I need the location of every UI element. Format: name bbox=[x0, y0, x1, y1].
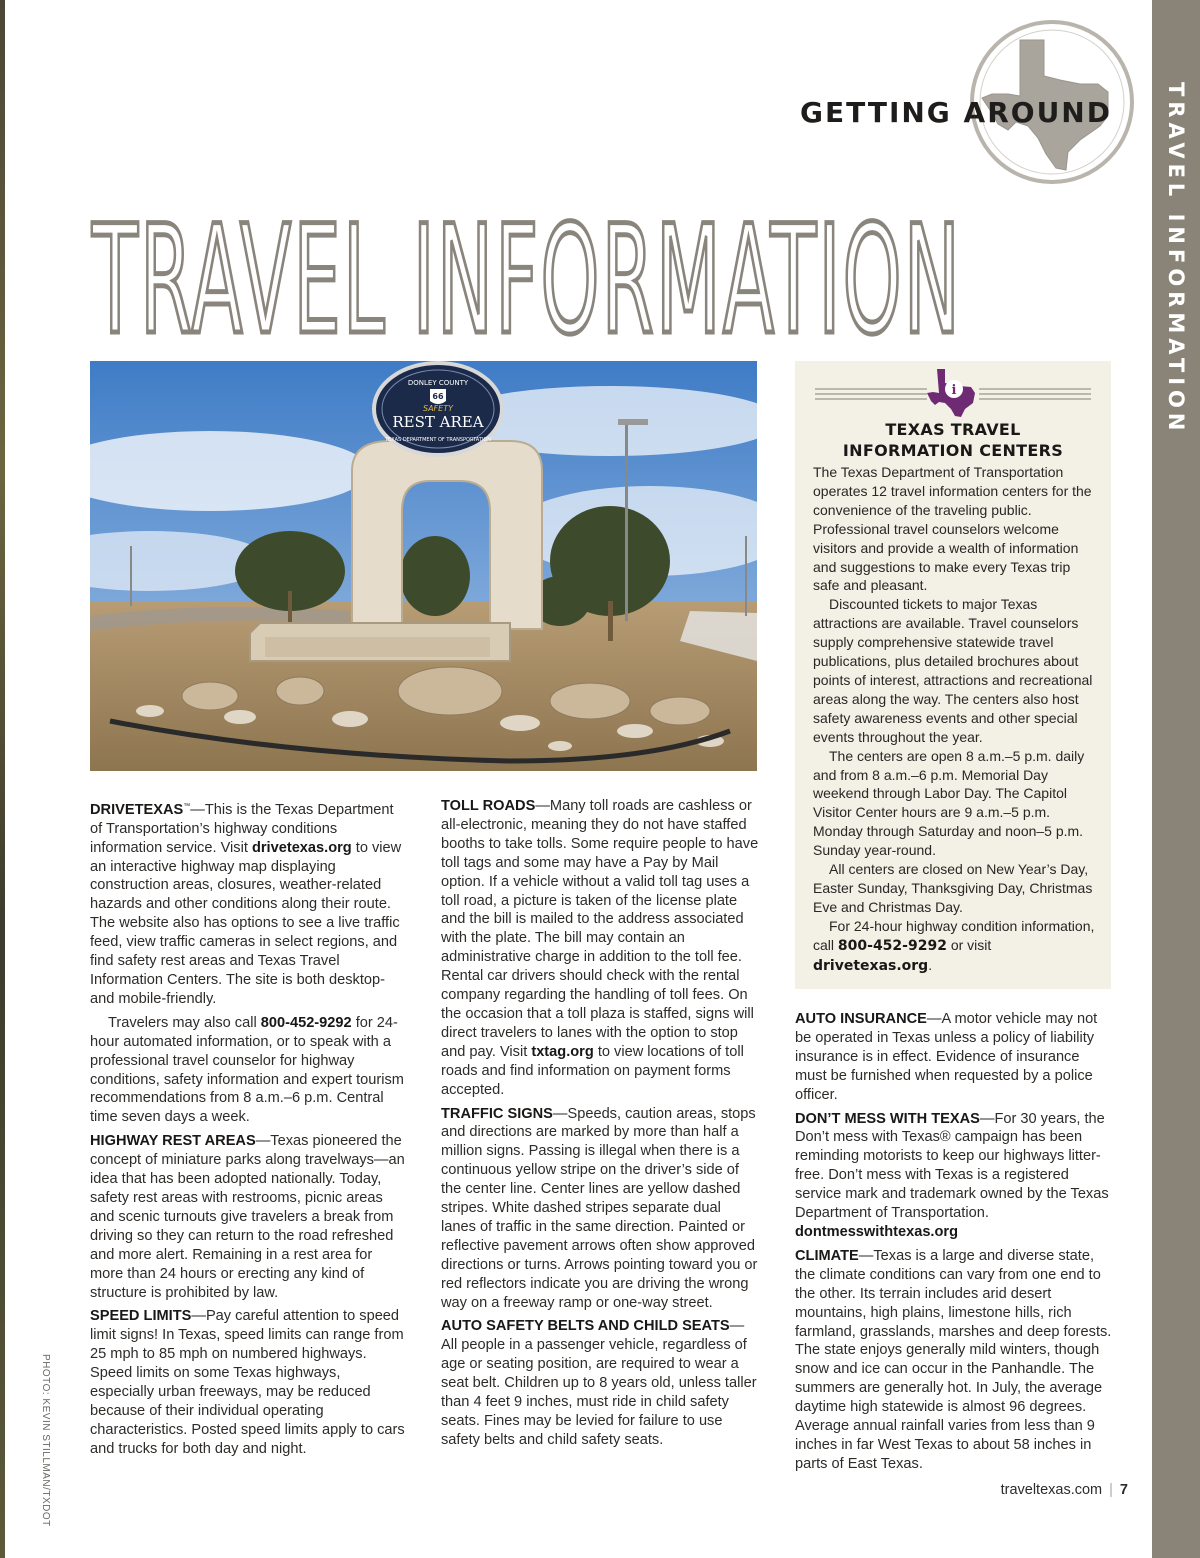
traffic-signs-text: —Speeds, caution areas, stops and directions are marked by more than half a million signs. Passing is illegal when there is a continuous yellow stripe on the driver’s side of the center line. Center lines are yellow dashed stripes. White dashed stripes separate dual lanes of traffic in the same direction. Painted or reflective pavement arrows often show approved directions or turns. Arrows pointing toward you or red reflectors indicate you are driving the wrong way on a freeway ramp or one-way street. bbox=[441, 1105, 758, 1311]
sidebar-contact-text: For 24-hour highway condition information, call bbox=[813, 917, 1095, 953]
toll-roads-heading: TOLL ROADS bbox=[441, 798, 536, 814]
drivetexas-paragraph bbox=[90, 798, 408, 1009]
sidebar-paragraph: All centers are closed on New Year’s Day, Easter Sunday, Thanksgiving Day, Christmas Eve and Christmas Day. bbox=[813, 861, 1093, 915]
toll-roads-text-2: to view locations of toll roads and find information on payment forms accepted. bbox=[441, 1043, 744, 1098]
page-footer bbox=[1001, 1482, 1128, 1498]
svg-text:i: i bbox=[951, 383, 957, 398]
auto-insurance-heading: AUTO INSURANCE bbox=[795, 1011, 927, 1027]
rest-areas-text: —Texas pioneered the concept of miniature parks along travelways—an idea that has been adopted nationally. Today, safety rest areas with restrooms, picnic areas and scenic turnouts give travelers a break from driving so they can return to the road refreshed and more alert. Remaining in a rest area for more than 24 hours or erecting any kind of structure is prohibited by law. bbox=[90, 1133, 405, 1301]
call-paragraph bbox=[90, 1014, 408, 1127]
trademark-mark: ™ bbox=[183, 803, 191, 810]
dontmesswithtexas-link[interactable]: dontmesswithtexas.org bbox=[795, 1223, 958, 1240]
dont-mess-heading: DON’T MESS WITH TEXAS bbox=[795, 1110, 980, 1127]
call-text-2: for 24-hour automated information, or to speak with a professional travel counselor for highway conditions, safety information and expert tourism recommendations from 8 a.m.–6 p.m. Central time seven days a week. bbox=[90, 1014, 404, 1126]
section-label: GETTING AROUND bbox=[800, 96, 1112, 129]
footer-site[interactable]: traveltexas.com bbox=[1000, 1482, 1103, 1498]
dont-mess-text: —For 30 years, the Don’t mess with Texas® campaign has been reminding motorists to keep our highways litter-free. Don’t mess with Texas is a registered service mark and trademark owned by the Texas Department of Transportation. bbox=[795, 1110, 1109, 1222]
side-band bbox=[1152, 0, 1200, 1558]
call-text: Travelers may also call bbox=[108, 1014, 261, 1031]
drivetexas-heading: DRIVETEXAS bbox=[90, 801, 184, 818]
sign-safety-text: SAFETY bbox=[423, 404, 453, 413]
drivetexas-text: —This is the Texas Department of Transportation’s highway conditions information service. Visit bbox=[90, 801, 394, 856]
rest-areas-paragraph bbox=[90, 1132, 408, 1302]
txtag-link[interactable]: txtag.org bbox=[531, 1043, 594, 1060]
sidebar-contact-paragraph bbox=[813, 917, 1097, 976]
footer-separator: | bbox=[1109, 1482, 1113, 1498]
sidebar-phone-number[interactable]: 800-452-9292 bbox=[837, 937, 947, 954]
speed-limits-heading: SPEED LIMITS bbox=[90, 1308, 192, 1325]
column-right bbox=[795, 1010, 1113, 1479]
drivetexas-text-2: to view an interactive highway map displaying construction areas, closures, weather-related hazards and other conditions along their route. The website also has options to see a live traffic feed, view traffic cameras in select regions, and find safety rest areas and Texas Travel Information Centers. The site is both desktop- and mobile-friendly. bbox=[90, 839, 402, 1007]
sign-route-text: 66 bbox=[432, 392, 444, 401]
safety-belts-text: —All people in a passenger vehicle, regardless of age or seating position, are required to wear a seat belt. Children up to 8 years old, unless taller than 4 feet 9 inches, must ride in child safety seats. Fines may be levied for failure to use safety belts and child safety seats. bbox=[441, 1318, 757, 1448]
left-edge-strip bbox=[0, 0, 5, 1558]
side-band-label: TRAVEL INFORMATION bbox=[1164, 82, 1188, 436]
page-number: 7 bbox=[1119, 1482, 1128, 1498]
toll-roads-text: —Many toll roads are cashless or all-electronic, meaning they do not have staffed booths to take tolls. Some require people to have toll tags and some may have a Pay by Mail option. If a vehicle without a valid toll tag uses a toll road, a picture is taken of the license plate and the bill is mailed to the address associated with the plate. The bill may contain an administrative charge in addition to the toll fee. Rental car drivers should check with the rental company regarding the handling of toll fees. On the occasion that a toll plaza is staffed, signs will direct travelers to lanes with the option to stop and pay. Visit bbox=[441, 798, 759, 1060]
traffic-signs-paragraph bbox=[441, 1105, 759, 1313]
safety-belts-paragraph bbox=[441, 1317, 759, 1449]
dont-mess-paragraph bbox=[795, 1110, 1113, 1242]
speed-limits-text: —Pay careful attention to speed limit signs! In Texas, speed limits can range from 25 mph to 85 mph on numbered highways. Speed limits on some Texas highways, especially urban freeways, may be reduced because of their individual operating characteristics. Posted speed limits apply to cars and trucks for both day and night. bbox=[90, 1308, 405, 1457]
sign-rest-area-text: REST AREA bbox=[392, 413, 484, 431]
sidebar-paragraph: The centers are open 8 a.m.–5 p.m. daily and from 8 a.m.–6 p.m. Memorial Day weekend through Labor Day. The Capitol Visitor Center hours are 9 a.m.–5 p.m. Monday through Saturday and noon–5 p.m. Sunday year-round. bbox=[813, 747, 1085, 859]
safety-belts-heading: AUTO SAFETY BELTS AND CHILD SEATS bbox=[441, 1318, 730, 1335]
texas-info-icon bbox=[815, 367, 1091, 419]
phone-number[interactable]: 800-452-9292 bbox=[260, 1014, 352, 1031]
sidebar-paragraph: The Texas Department of Transportation operates 12 travel information centers for the convenience of the traveling public. Professional travel counselors welcome visitors and provide a wealth of information and suggestions to make every Texas trip safe and pleasant. bbox=[813, 464, 1092, 594]
sidebar-contact-text-3: . bbox=[928, 956, 933, 973]
column-left bbox=[90, 798, 408, 1464]
sidebar-drivetexas-link[interactable]: drivetexas.org bbox=[813, 957, 929, 974]
sidebar-paragraph: Discounted tickets to major Texas attractions are available. Travel counselors supply comprehensive statewide travel publications, plus detailed brochures about points of interest, attractions and recreational areas along the way. The centers also host safety awareness events and other special events throughout the year. bbox=[813, 596, 1093, 745]
info-centers-sidebar bbox=[795, 361, 1111, 989]
drivetexas-link[interactable]: drivetexas.org bbox=[251, 839, 352, 856]
climate-paragraph bbox=[795, 1247, 1113, 1474]
sidebar-contact-text-2: or visit bbox=[946, 936, 992, 953]
sidebar-title-line-1: TEXAS TRAVEL bbox=[885, 420, 1021, 439]
auto-insurance-paragraph bbox=[795, 1010, 1113, 1105]
page-title bbox=[90, 210, 1050, 340]
rest-areas-heading: HIGHWAY REST AREAS bbox=[90, 1133, 256, 1150]
sidebar-title-line-2: INFORMATION CENTERS bbox=[842, 441, 1064, 460]
climate-text: —Texas is a large and diverse state, the climate conditions can vary from one end to the other. Its terrain includes arid desert mountains, high plains, limestone hills, rich farmland, grasslands, marshes and deep forests. The state enjoys generally mild winters, though snow and ice can occur in the Panhandle. The summers are generally hot. In July, the average daytime high statewide is almost 96 degrees. Average annual rainfall varies from less than 9 inches in far West Texas to about 58 inches in parts of East Texas. bbox=[795, 1247, 1112, 1472]
sign-txdot-text: TEXAS DEPARTMENT OF TRANSPORTATION bbox=[385, 437, 491, 443]
photo-credit: PHOTO: KEVIN STILLMAN/TXDOT bbox=[40, 1354, 51, 1527]
speed-limits-paragraph bbox=[90, 1307, 408, 1458]
page-title-text: TRAVEL INFORMATION bbox=[91, 210, 963, 340]
toll-roads-paragraph bbox=[441, 797, 759, 1100]
auto-insurance-text: —A motor vehicle may not be operated in Texas unless a policy of liability insurance is in effect. Evidence of insurance must be furnished when requested by a police officer. bbox=[795, 1011, 1098, 1103]
sidebar-body bbox=[813, 463, 1097, 975]
sign-county-text: DONLEY COUNTY bbox=[407, 379, 469, 387]
rest-area-photo bbox=[90, 361, 757, 771]
sidebar-title bbox=[795, 419, 1111, 461]
climate-heading: CLIMATE bbox=[795, 1247, 859, 1264]
traffic-signs-heading: TRAFFIC SIGNS bbox=[441, 1105, 553, 1122]
column-middle bbox=[441, 797, 759, 1455]
